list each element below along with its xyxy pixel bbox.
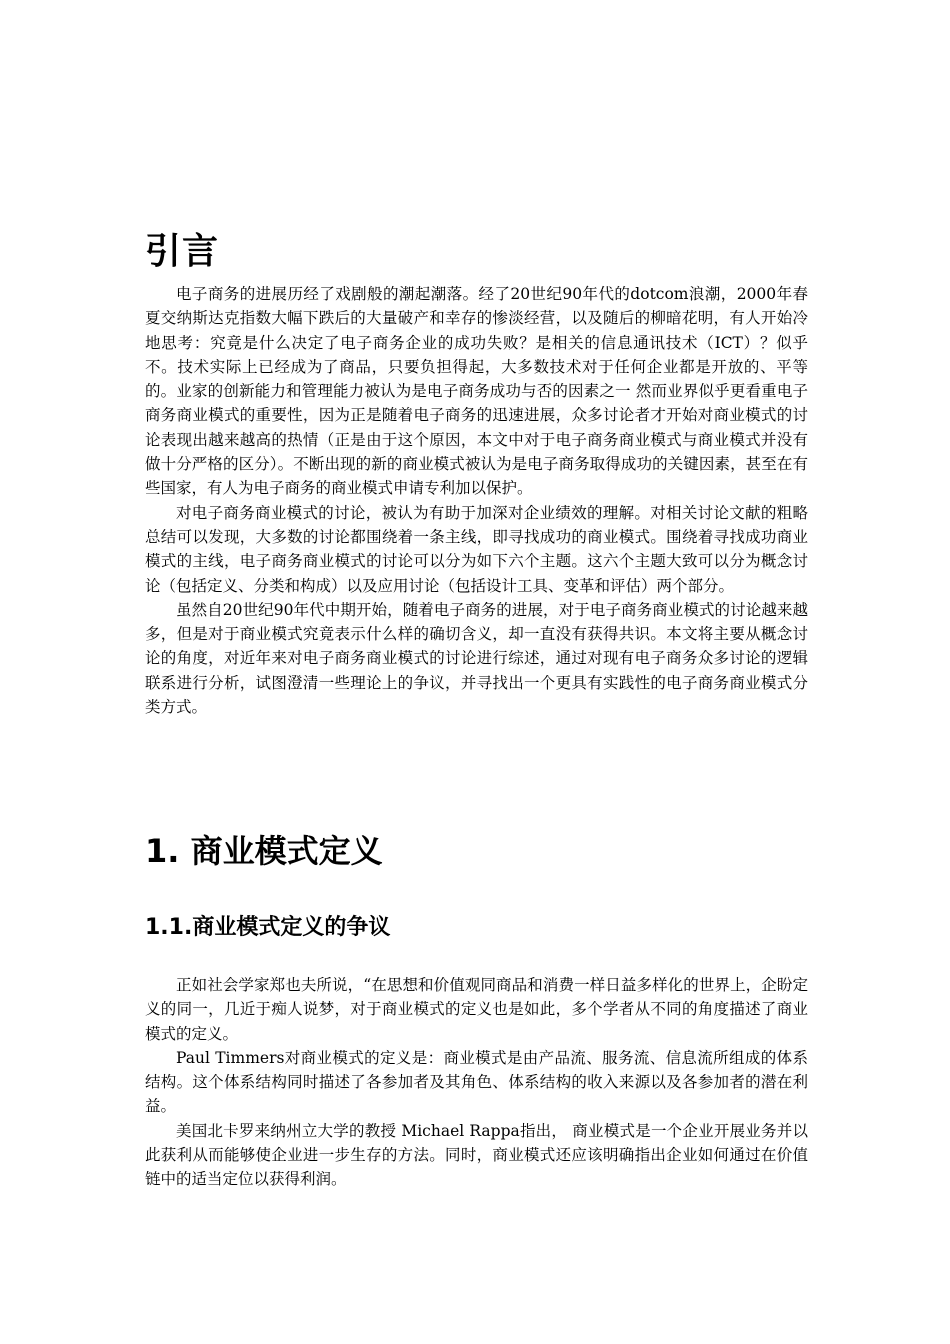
section-heading: 1. 商业模式定义 (145, 832, 383, 870)
body-paragraph: 美国北卡罗来纳州立大学的教授 Michael Rappa指出， 商业模式是一个企业开展业务并以此获利从而能够使企业进一步生存的方法。同时，商业模式还应该明确指出企业如何通过在价值链中的适当定位以获得利润。 (145, 1121, 808, 1189)
intro-heading: 引言 (145, 231, 220, 272)
body-paragraph: Paul Timmers对商业模式的定义是：商业模式是由产品流、服务流、信息流所组成的体系结构。这个体系结构同时描述了各参加者及其角色、体系结构的收入来源以及各参加者的潜在利益。 (145, 1048, 808, 1116)
intro-paragraph: 电子商务的进展历经了戏剧般的潮起潮落。经了20世纪90年代的dotcom浪潮，2000年春夏交纳斯达克指数大幅下跌后的大量破产和幸存的惨淡经营，以及随后的柳暗花明，有人开始冷地思考：究竟是什么决定了电子商务企业的成功失败？是相关的信息通讯技术（ICT）？似乎不。技术实际上已经成为了商品，只要负担得起，大多数技术对于任何企业都是开放的、平等的。业家的创新能力和管理能力被认为是电子商务成功与否的因素之一 然而业界似乎更看重电子商务商业模式的重要性，因为正是随着电子商务的迅速进展，众多讨论者才开始对商业模式的讨论表现出越来越高的热情（正是由于这个原因，本文中对于电子商务商业模式与商业模式并没有做十分严格的区分）。不断出现的新的商业模式被认为是电子商务取得成功的关键因素，甚至在有些国家，有人为电子商务的商业模式申请专利加以保护。 (145, 285, 808, 498)
intro-paragraph: 虽然自20世纪90年代中期开始，随着电子商务的进展，对于电子商务商业模式的讨论越来越多，但是对于商业模式究竟表示什么样的确切含义，却一直没有获得共识。本文将主要从概念讨论的角度，对近年来对电子商务商业模式的讨论进行综述，通过对现有电子商务众多讨论的逻辑联系进行分析，试图澄清一些理论上的争议，并寻找出一个更具有实践性的电子商务商业模式分类方式。 (145, 600, 808, 717)
intro-paragraph: 对电子商务商业模式的讨论，被认为有助于加深对企业绩效的理解。对相关讨论文献的粗略总结可以发现，大多数的讨论都围绕着一条主线，即寻找成功的商业模式。围绕着寻找成功商业模式的主线，电子商务商业模式的讨论可以分为如下六个主题。这六个主题大致可以分为概念讨论（包括定义、分类和构成）以及应用讨论（包括设计工具、变革和评估）两个部分。 (145, 503, 808, 595)
intro-body (145, 282, 808, 719)
body-paragraph: 正如社会学家郑也夫所说，“在思想和价值观同商品和消费一样日益多样化的世界上，企盼定义的同一，几近于痴人说梦，对于商业模式的定义也是如此，多个学者从不同的角度描述了商业模式的定义。 (145, 976, 808, 1043)
subsection-heading: 1.1.商业模式定义的争议 (145, 915, 391, 940)
subsection-body (145, 973, 808, 1192)
